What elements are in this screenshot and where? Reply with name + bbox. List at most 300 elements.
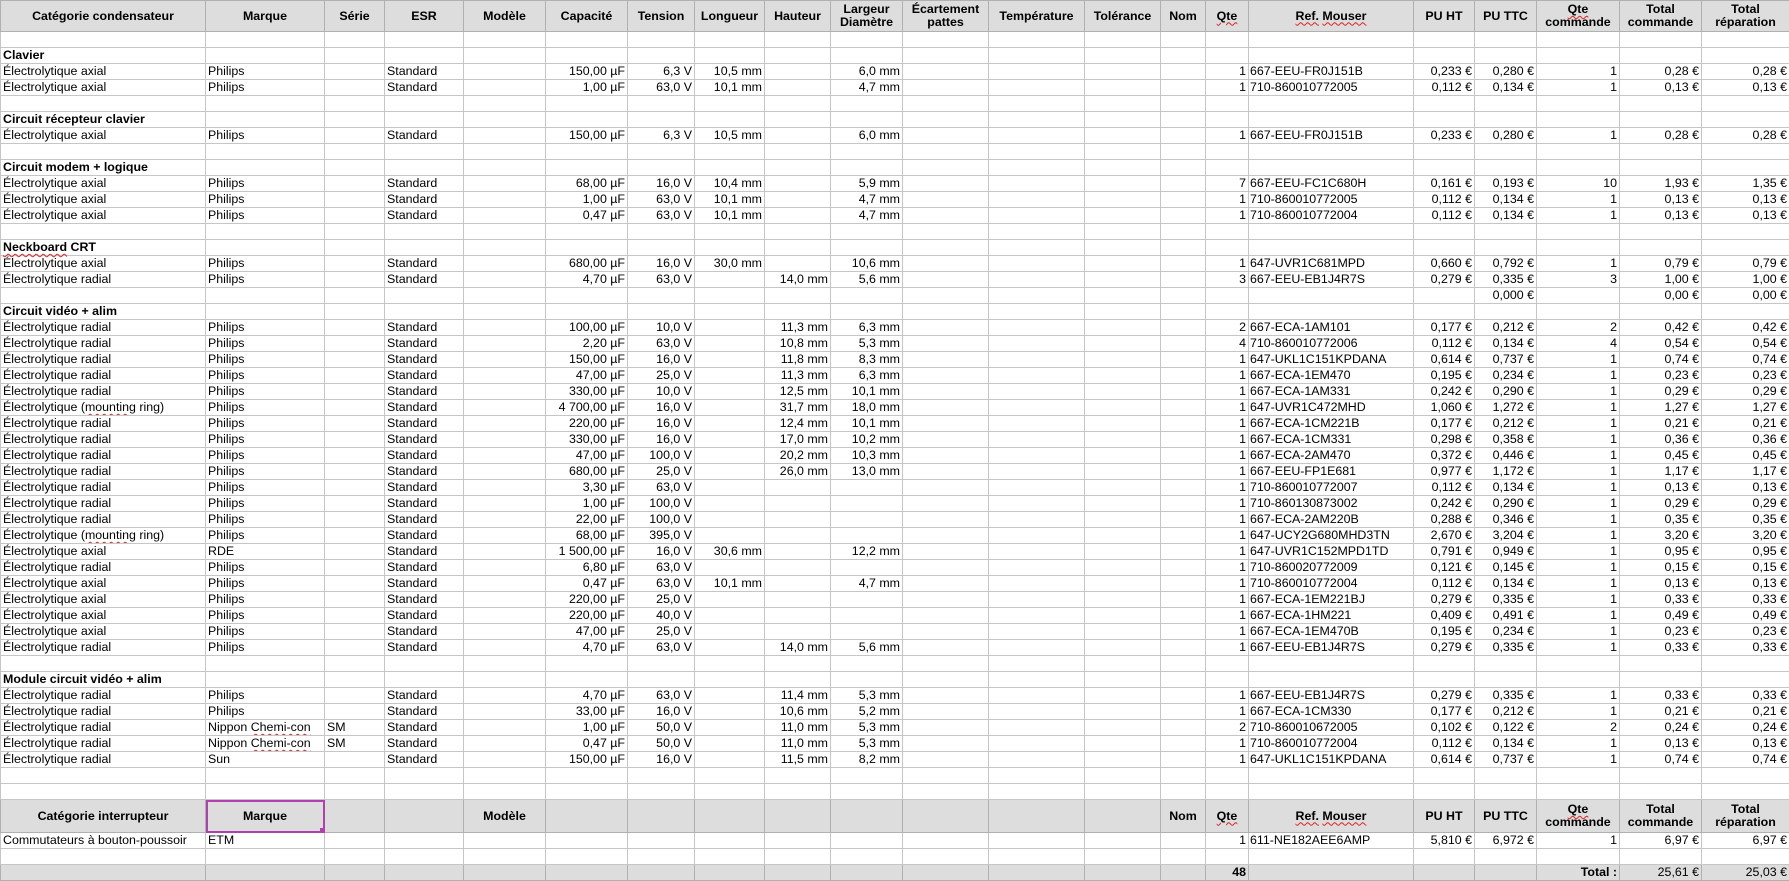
empty-cell[interactable]: [385, 768, 464, 784]
cell-order-total[interactable]: 0,29 €: [1620, 384, 1702, 400]
empty-cell[interactable]: [1414, 304, 1475, 320]
column-header-name[interactable]: [1161, 800, 1206, 833]
empty-cell[interactable]: [464, 144, 546, 160]
cell-model[interactable]: [464, 352, 546, 368]
cell-width-diameter[interactable]: 5,3 mm: [831, 720, 903, 736]
cell-qty[interactable]: 1: [1206, 624, 1249, 640]
column-header-series[interactable]: [325, 800, 385, 833]
empty-cell[interactable]: [831, 32, 903, 48]
cell-name[interactable]: [1161, 400, 1206, 416]
empty-cell[interactable]: [1537, 32, 1620, 48]
cell-model[interactable]: [464, 288, 546, 304]
cell-temperature[interactable]: [989, 752, 1085, 768]
cell-height[interactable]: 20,2 mm: [765, 448, 831, 464]
cell-brand[interactable]: Philips: [206, 480, 325, 496]
cell-capacity[interactable]: 220,00 µF: [546, 608, 628, 624]
cell-qty[interactable]: 1: [1206, 480, 1249, 496]
cell-height[interactable]: 14,0 mm: [765, 640, 831, 656]
empty-cell[interactable]: [325, 224, 385, 240]
empty-cell[interactable]: [989, 32, 1085, 48]
empty-cell[interactable]: [989, 865, 1085, 881]
cell-temperature[interactable]: [989, 464, 1085, 480]
cell-order-total[interactable]: 6,97 €: [1620, 833, 1702, 849]
empty-cell[interactable]: [1475, 849, 1537, 865]
empty-cell[interactable]: [1, 144, 206, 160]
cell-esr[interactable]: [385, 288, 464, 304]
empty-cell[interactable]: [1702, 768, 1789, 784]
cell-width-diameter[interactable]: 5,6 mm: [831, 640, 903, 656]
cell-brand[interactable]: Philips: [206, 464, 325, 480]
cell-length[interactable]: [695, 400, 765, 416]
cell-lead-spacing[interactable]: [903, 544, 989, 560]
cell-esr[interactable]: Standard: [385, 352, 464, 368]
cell-model[interactable]: [464, 416, 546, 432]
cell-temperature[interactable]: [989, 704, 1085, 720]
cell-length[interactable]: [695, 496, 765, 512]
empty-cell[interactable]: [385, 32, 464, 48]
empty-cell[interactable]: [1475, 768, 1537, 784]
cell-name[interactable]: [1161, 480, 1206, 496]
empty-cell[interactable]: [464, 784, 546, 800]
cell-category[interactable]: Électrolytique radial: [1, 336, 206, 352]
cell-tolerance[interactable]: [1085, 416, 1161, 432]
empty-cell[interactable]: [1161, 656, 1206, 672]
empty-cell[interactable]: [1249, 672, 1414, 688]
cell-height[interactable]: [765, 512, 831, 528]
cell-height[interactable]: [765, 128, 831, 144]
cell-capacity[interactable]: 0,47 µF: [546, 736, 628, 752]
cell-repair-total[interactable]: 0,33 €: [1702, 592, 1789, 608]
cell-order-total[interactable]: 0,00 €: [1620, 288, 1702, 304]
cell-tolerance[interactable]: [1085, 752, 1161, 768]
cell-unit-price-ht[interactable]: 0,614 €: [1414, 352, 1475, 368]
cell-category[interactable]: Électrolytique radial: [1, 432, 206, 448]
cell-width-diameter[interactable]: 5,9 mm: [831, 176, 903, 192]
cell-model[interactable]: [464, 368, 546, 384]
column-header-width-diameter[interactable]: [831, 800, 903, 833]
cell-tolerance[interactable]: [1085, 80, 1161, 96]
cell-width-diameter[interactable]: 8,2 mm: [831, 752, 903, 768]
cell-category[interactable]: Électrolytique axial: [1, 128, 206, 144]
cell-esr[interactable]: Standard: [385, 336, 464, 352]
cell-unit-price-ht[interactable]: 0,177 €: [1414, 320, 1475, 336]
cell-mouser-ref[interactable]: 710-860010772004: [1249, 576, 1414, 592]
empty-cell[interactable]: [1537, 672, 1620, 688]
empty-cell[interactable]: [385, 849, 464, 865]
empty-cell[interactable]: [464, 48, 546, 64]
empty-cell[interactable]: [1161, 849, 1206, 865]
empty-cell[interactable]: [628, 865, 695, 881]
empty-cell[interactable]: [765, 784, 831, 800]
cell-series[interactable]: [325, 288, 385, 304]
cell-mouser-ref[interactable]: 647-UVR1C681MPD: [1249, 256, 1414, 272]
cell-voltage[interactable]: 16,0 V: [628, 256, 695, 272]
cell-unit-price-ht[interactable]: 0,791 €: [1414, 544, 1475, 560]
empty-cell[interactable]: [1249, 784, 1414, 800]
cell-order-qty[interactable]: 1: [1537, 256, 1620, 272]
empty-cell[interactable]: [989, 656, 1085, 672]
cell-name[interactable]: [1161, 704, 1206, 720]
cell-length[interactable]: [695, 480, 765, 496]
empty-cell[interactable]: [464, 224, 546, 240]
cell-series[interactable]: [325, 592, 385, 608]
cell-height[interactable]: [765, 608, 831, 624]
cell-name[interactable]: [1161, 208, 1206, 224]
empty-cell[interactable]: [1085, 48, 1161, 64]
cell-lead-spacing[interactable]: [903, 496, 989, 512]
empty-cell[interactable]: [385, 48, 464, 64]
empty-cell[interactable]: [1702, 48, 1789, 64]
empty-cell[interactable]: [1702, 144, 1789, 160]
cell-voltage[interactable]: 63,0 V: [628, 576, 695, 592]
cell-capacity[interactable]: 47,00 µF: [546, 448, 628, 464]
cell-esr[interactable]: Standard: [385, 368, 464, 384]
empty-cell[interactable]: [1537, 96, 1620, 112]
grand-total-repair[interactable]: 25,03 €: [1702, 865, 1789, 881]
cell-order-total[interactable]: 0,74 €: [1620, 352, 1702, 368]
cell-voltage[interactable]: 63,0 V: [628, 272, 695, 288]
cell-temperature[interactable]: [989, 128, 1085, 144]
cell-lead-spacing[interactable]: [903, 288, 989, 304]
cell-temperature[interactable]: [989, 208, 1085, 224]
empty-cell[interactable]: [1475, 96, 1537, 112]
cell-lead-spacing[interactable]: [903, 352, 989, 368]
empty-cell[interactable]: [1620, 656, 1702, 672]
cell-repair-total[interactable]: 1,27 €: [1702, 400, 1789, 416]
empty-cell[interactable]: [325, 96, 385, 112]
cell-lead-spacing[interactable]: [903, 608, 989, 624]
cell-model[interactable]: [464, 464, 546, 480]
cell-height[interactable]: [765, 192, 831, 208]
cell-height[interactable]: [765, 176, 831, 192]
column-header-mouser-ref[interactable]: [1249, 1, 1414, 32]
cell-brand[interactable]: Sun: [206, 752, 325, 768]
cell-model[interactable]: [464, 544, 546, 560]
empty-cell[interactable]: [1475, 32, 1537, 48]
empty-cell[interactable]: [546, 224, 628, 240]
empty-cell[interactable]: [765, 32, 831, 48]
cell-capacity[interactable]: 68,00 µF: [546, 528, 628, 544]
cell-name[interactable]: [1161, 288, 1206, 304]
cell-model[interactable]: [464, 64, 546, 80]
cell-width-diameter[interactable]: 4,7 mm: [831, 192, 903, 208]
cell-order-qty[interactable]: 1: [1537, 128, 1620, 144]
empty-cell[interactable]: [464, 849, 546, 865]
empty-cell[interactable]: [546, 784, 628, 800]
empty-cell[interactable]: [1537, 112, 1620, 128]
cell-esr[interactable]: Standard: [385, 688, 464, 704]
cell-unit-price-ht[interactable]: 0,279 €: [1414, 688, 1475, 704]
empty-cell[interactable]: [1, 849, 206, 865]
cell-length[interactable]: 10,1 mm: [695, 192, 765, 208]
cell-series[interactable]: [325, 624, 385, 640]
cell-unit-price-ht[interactable]: 0,112 €: [1414, 208, 1475, 224]
cell-capacity[interactable]: 150,00 µF: [546, 752, 628, 768]
cell-temperature[interactable]: [989, 496, 1085, 512]
cell-qty[interactable]: 1: [1206, 560, 1249, 576]
cell-voltage[interactable]: 63,0 V: [628, 688, 695, 704]
cell-model[interactable]: [464, 688, 546, 704]
empty-cell[interactable]: [989, 224, 1085, 240]
column-header-order-total[interactable]: [1620, 800, 1702, 833]
cell-mouser-ref[interactable]: 647-UCY2G680MHD3TN: [1249, 528, 1414, 544]
empty-cell[interactable]: [1702, 304, 1789, 320]
section-title[interactable]: Circuit vidéo + alim: [1, 304, 206, 320]
empty-cell[interactable]: [695, 304, 765, 320]
cell-capacity[interactable]: 0,47 µF: [546, 576, 628, 592]
empty-cell[interactable]: [1206, 849, 1249, 865]
cell-order-total[interactable]: 0,95 €: [1620, 544, 1702, 560]
empty-cell[interactable]: [831, 672, 903, 688]
cell-name[interactable]: [1161, 464, 1206, 480]
cell-order-qty[interactable]: 1: [1537, 448, 1620, 464]
cell-unit-price-ttc[interactable]: 0,134 €: [1475, 480, 1537, 496]
cell-unit-price-ttc[interactable]: 0,234 €: [1475, 368, 1537, 384]
empty-cell[interactable]: [903, 48, 989, 64]
cell-name[interactable]: [1161, 352, 1206, 368]
cell-qty[interactable]: 3: [1206, 272, 1249, 288]
cell-unit-price-ttc[interactable]: 0,737 €: [1475, 352, 1537, 368]
cell-order-total[interactable]: 0,23 €: [1620, 624, 1702, 640]
cell-tolerance[interactable]: [1085, 544, 1161, 560]
column-header-voltage[interactable]: [628, 1, 695, 32]
cell-brand[interactable]: Philips: [206, 80, 325, 96]
cell-esr[interactable]: Standard: [385, 256, 464, 272]
cell-mouser-ref[interactable]: 667-ECA-1AM331: [1249, 384, 1414, 400]
cell-qty[interactable]: 1: [1206, 752, 1249, 768]
cell-temperature[interactable]: [989, 720, 1085, 736]
cell-esr[interactable]: Standard: [385, 576, 464, 592]
cell-order-qty[interactable]: 1: [1537, 80, 1620, 96]
empty-cell[interactable]: [831, 144, 903, 160]
cell-height[interactable]: 12,4 mm: [765, 416, 831, 432]
empty-cell[interactable]: [1206, 768, 1249, 784]
empty-cell[interactable]: [628, 224, 695, 240]
cell-length[interactable]: [695, 272, 765, 288]
cell-model[interactable]: [464, 736, 546, 752]
cell-name[interactable]: [1161, 176, 1206, 192]
cell-series[interactable]: [325, 80, 385, 96]
cell-capacity[interactable]: 100,00 µF: [546, 320, 628, 336]
cell-capacity[interactable]: 0,47 µF: [546, 208, 628, 224]
cell-esr[interactable]: Standard: [385, 560, 464, 576]
cell-unit-price-ht[interactable]: 5,810 €: [1414, 833, 1475, 849]
cell-length[interactable]: [695, 833, 765, 849]
empty-cell[interactable]: [1414, 865, 1475, 881]
cell-unit-price-ht[interactable]: 0,233 €: [1414, 64, 1475, 80]
cell-order-qty[interactable]: 1: [1537, 528, 1620, 544]
cell-capacity[interactable]: [546, 288, 628, 304]
cell-voltage[interactable]: 16,0 V: [628, 752, 695, 768]
cell-width-diameter[interactable]: 5,3 mm: [831, 688, 903, 704]
cell-order-qty[interactable]: 1: [1537, 608, 1620, 624]
empty-cell[interactable]: [628, 144, 695, 160]
empty-cell[interactable]: [1206, 48, 1249, 64]
cell-brand[interactable]: Philips: [206, 320, 325, 336]
cell-model[interactable]: [464, 272, 546, 288]
empty-cell[interactable]: [695, 32, 765, 48]
cell-lead-spacing[interactable]: [903, 176, 989, 192]
empty-cell[interactable]: [1085, 784, 1161, 800]
empty-cell[interactable]: [765, 112, 831, 128]
cell-mouser-ref[interactable]: 667-ECA-1CM221B: [1249, 416, 1414, 432]
empty-cell[interactable]: [765, 96, 831, 112]
empty-cell[interactable]: [1206, 144, 1249, 160]
cell-unit-price-ttc[interactable]: 0,335 €: [1475, 688, 1537, 704]
cell-repair-total[interactable]: 1,35 €: [1702, 176, 1789, 192]
cell-repair-total[interactable]: 0,36 €: [1702, 432, 1789, 448]
empty-cell[interactable]: [1249, 849, 1414, 865]
cell-tolerance[interactable]: [1085, 496, 1161, 512]
cell-length[interactable]: [695, 688, 765, 704]
empty-cell[interactable]: [765, 865, 831, 881]
cell-model[interactable]: [464, 752, 546, 768]
cell-tolerance[interactable]: [1085, 272, 1161, 288]
cell-model[interactable]: [464, 192, 546, 208]
empty-cell[interactable]: [695, 865, 765, 881]
cell-unit-price-ht[interactable]: 2,670 €: [1414, 528, 1475, 544]
empty-cell[interactable]: [1, 32, 206, 48]
cell-order-total[interactable]: 0,21 €: [1620, 704, 1702, 720]
cell-order-total[interactable]: 0,36 €: [1620, 432, 1702, 448]
cell-voltage[interactable]: 25,0 V: [628, 624, 695, 640]
empty-cell[interactable]: [1702, 672, 1789, 688]
cell-voltage[interactable]: 63,0 V: [628, 208, 695, 224]
empty-cell[interactable]: [206, 240, 325, 256]
empty-cell[interactable]: [325, 112, 385, 128]
cell-lead-spacing[interactable]: [903, 432, 989, 448]
cell-length[interactable]: [695, 720, 765, 736]
cell-lead-spacing[interactable]: [903, 704, 989, 720]
section-title[interactable]: Circuit modem + logique: [1, 160, 206, 176]
cell-order-total[interactable]: 3,20 €: [1620, 528, 1702, 544]
cell-width-diameter[interactable]: 10,6 mm: [831, 256, 903, 272]
empty-cell[interactable]: [385, 304, 464, 320]
empty-cell[interactable]: [206, 32, 325, 48]
cell-width-diameter[interactable]: [831, 288, 903, 304]
cell-order-total[interactable]: 0,21 €: [1620, 416, 1702, 432]
cell-name[interactable]: [1161, 640, 1206, 656]
empty-cell[interactable]: [765, 240, 831, 256]
empty-cell[interactable]: [1620, 96, 1702, 112]
cell-qty[interactable]: 1: [1206, 528, 1249, 544]
cell-tolerance[interactable]: [1085, 288, 1161, 304]
cell-order-qty[interactable]: 1: [1537, 736, 1620, 752]
cell-esr[interactable]: Standard: [385, 464, 464, 480]
cell-voltage[interactable]: 100,0 V: [628, 448, 695, 464]
cell-brand[interactable]: Philips: [206, 256, 325, 272]
cell-category[interactable]: Électrolytique radial: [1, 352, 206, 368]
cell-model[interactable]: [464, 80, 546, 96]
cell-unit-price-ttc[interactable]: 0,280 €: [1475, 128, 1537, 144]
cell-name[interactable]: [1161, 528, 1206, 544]
cell-esr[interactable]: Standard: [385, 592, 464, 608]
cell-series[interactable]: [325, 528, 385, 544]
cell-mouser-ref[interactable]: 710-860010772007: [1249, 480, 1414, 496]
cell-capacity[interactable]: 2,20 µF: [546, 336, 628, 352]
empty-cell[interactable]: [1620, 784, 1702, 800]
cell-lead-spacing[interactable]: [903, 624, 989, 640]
empty-cell[interactable]: [206, 849, 325, 865]
cell-repair-total[interactable]: 0,13 €: [1702, 736, 1789, 752]
cell-repair-total[interactable]: 0,95 €: [1702, 544, 1789, 560]
cell-series[interactable]: [325, 688, 385, 704]
cell-qty[interactable]: 1: [1206, 208, 1249, 224]
cell-model[interactable]: [464, 480, 546, 496]
empty-cell[interactable]: [1537, 224, 1620, 240]
cell-category[interactable]: Électrolytique radial: [1, 320, 206, 336]
cell-length[interactable]: [695, 704, 765, 720]
cell-series[interactable]: [325, 432, 385, 448]
cell-repair-total[interactable]: 0,15 €: [1702, 560, 1789, 576]
empty-cell[interactable]: [1414, 32, 1475, 48]
cell-esr[interactable]: Standard: [385, 704, 464, 720]
cell-esr[interactable]: Standard: [385, 496, 464, 512]
cell-order-qty[interactable]: 10: [1537, 176, 1620, 192]
cell-category[interactable]: Électrolytique radial: [1, 384, 206, 400]
column-header-series[interactable]: [325, 1, 385, 32]
cell-repair-total[interactable]: 0,28 €: [1702, 64, 1789, 80]
cell-unit-price-ttc[interactable]: 0,212 €: [1475, 320, 1537, 336]
cell-tolerance[interactable]: [1085, 720, 1161, 736]
empty-cell[interactable]: [546, 240, 628, 256]
cell-lead-spacing[interactable]: [903, 528, 989, 544]
cell-lead-spacing[interactable]: [903, 320, 989, 336]
column-header-lead-spacing[interactable]: [903, 1, 989, 32]
empty-cell[interactable]: [1085, 96, 1161, 112]
cell-name[interactable]: [1161, 448, 1206, 464]
cell-unit-price-ht[interactable]: 0,279 €: [1414, 272, 1475, 288]
cell-mouser-ref[interactable]: 667-ECA-1EM470: [1249, 368, 1414, 384]
cell-mouser-ref[interactable]: 667-EEU-EB1J4R7S: [1249, 272, 1414, 288]
column-header-unit-price-ttc[interactable]: [1475, 800, 1537, 833]
cell-height[interactable]: 11,0 mm: [765, 736, 831, 752]
cell-model[interactable]: [464, 320, 546, 336]
cell-order-qty[interactable]: 1: [1537, 752, 1620, 768]
cell-temperature[interactable]: [989, 608, 1085, 624]
cell-height[interactable]: 12,5 mm: [765, 384, 831, 400]
cell-tolerance[interactable]: [1085, 464, 1161, 480]
empty-cell[interactable]: [385, 224, 464, 240]
cell-lead-spacing[interactable]: [903, 464, 989, 480]
cell-order-total[interactable]: 0,33 €: [1620, 688, 1702, 704]
cell-length[interactable]: [695, 752, 765, 768]
cell-capacity[interactable]: 150,00 µF: [546, 64, 628, 80]
cell-repair-total[interactable]: 0,42 €: [1702, 320, 1789, 336]
cell-temperature[interactable]: [989, 512, 1085, 528]
empty-cell[interactable]: [546, 96, 628, 112]
cell-category[interactable]: Électrolytique axial: [1, 608, 206, 624]
empty-cell[interactable]: [1249, 32, 1414, 48]
cell-width-diameter[interactable]: 10,1 mm: [831, 416, 903, 432]
cell-tolerance[interactable]: [1085, 384, 1161, 400]
cell-capacity[interactable]: 1,00 µF: [546, 80, 628, 96]
cell-category[interactable]: Électrolytique axial: [1, 576, 206, 592]
cell-series[interactable]: [325, 464, 385, 480]
cell-order-qty[interactable]: 4: [1537, 336, 1620, 352]
cell-series[interactable]: [325, 608, 385, 624]
cell-brand[interactable]: Nippon Chemi-con: [206, 720, 325, 736]
cell-brand[interactable]: Philips: [206, 192, 325, 208]
empty-cell[interactable]: [1206, 672, 1249, 688]
cell-length[interactable]: 10,1 mm: [695, 80, 765, 96]
cell-tolerance[interactable]: [1085, 320, 1161, 336]
empty-cell[interactable]: [903, 32, 989, 48]
cell-order-total[interactable]: 1,00 €: [1620, 272, 1702, 288]
empty-cell[interactable]: [1161, 224, 1206, 240]
cell-lead-spacing[interactable]: [903, 384, 989, 400]
cell-capacity[interactable]: 680,00 µF: [546, 256, 628, 272]
